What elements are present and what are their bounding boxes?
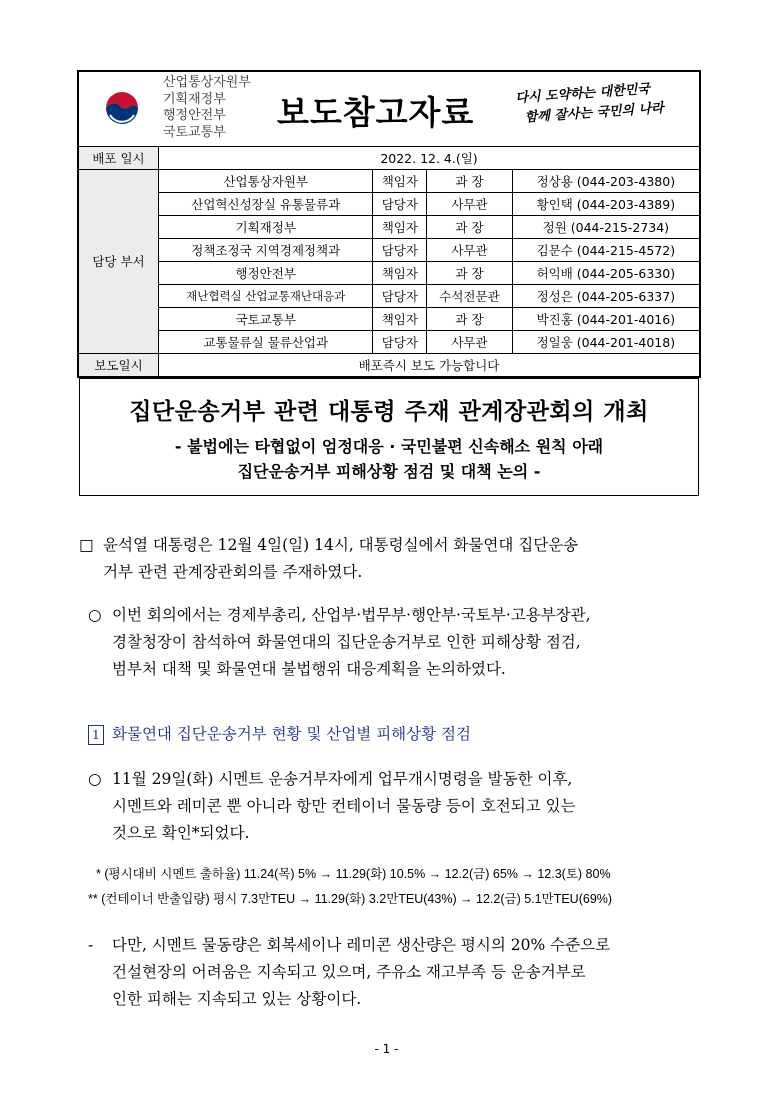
paragraph-line: 윤석열 대통령은 12월 4일(일) 14시, 대통령실에서 화물연대 집단운송 <box>103 536 579 554</box>
contact-title: 과 장 <box>427 170 512 193</box>
slogan-line: 함께 잘사는 국민의 나라 <box>524 100 665 126</box>
contact-name: 허익배 (044-205-6330) <box>512 262 699 285</box>
page-number: - 1 - <box>374 1042 399 1056</box>
section-number: 1 <box>88 725 104 745</box>
footnote: * (평시대비 시멘트 출하율) 11.24(목) 5% → 11.29(화) 10.5% → 12.2(금) 65% → 12.3(토) 80% <box>96 867 611 881</box>
section-title: 화물연대 집단운송거부 현황 및 산업별 피해상황 점검 <box>112 725 471 743</box>
subheadline-line: 집단운송거부 피해상황 점검 및 대책 논의 - <box>237 462 541 481</box>
dept-division: 재난협력실 산업교통재난대응과 <box>159 285 373 308</box>
paragraph-damage <box>88 932 700 1013</box>
report-value: 배포즉시 보도 가능합니다 <box>159 354 700 377</box>
subheadline <box>80 434 698 484</box>
press-header <box>77 70 701 378</box>
contact-title: 과 장 <box>427 216 512 239</box>
paragraph-summary <box>79 532 699 586</box>
document-type-title: 보도참고자료 <box>277 93 475 132</box>
contact-role: 담당자 <box>373 193 427 216</box>
dept-ministry: 기획재정부 <box>159 216 373 239</box>
dept-division: 정책조정국 지역경제정책과 <box>159 239 373 262</box>
table-row <box>79 262 699 285</box>
contact-name: 정성은 (044-205-6337) <box>512 285 699 308</box>
contact-table <box>79 147 699 376</box>
contact-name: 황인택 (044-203-4389) <box>512 193 699 216</box>
contact-title: 사무관 <box>427 331 512 354</box>
table-row <box>79 170 699 193</box>
contact-title: 과 장 <box>427 308 512 331</box>
footnotes <box>88 862 700 912</box>
contact-name: 김문수 (044-215-4572) <box>512 239 699 262</box>
ministry-name: 기획재정부 <box>163 91 226 107</box>
contact-role: 책임자 <box>373 170 427 193</box>
table-row <box>79 216 699 239</box>
government-emblem-icon <box>102 88 142 128</box>
table-row <box>79 331 699 354</box>
contact-role: 담당자 <box>373 331 427 354</box>
ministry-name: 산업통상자원부 <box>163 75 251 90</box>
contact-role: 책임자 <box>373 308 427 331</box>
contact-name: 박진홍 (044-201-4016) <box>512 308 699 331</box>
report-row <box>79 354 699 377</box>
release-row <box>79 147 699 170</box>
contact-name: 정상용 (044-203-4380) <box>512 170 699 193</box>
table-row <box>79 285 699 308</box>
section-heading <box>88 722 471 745</box>
dept-ministry: 국토교통부 <box>159 308 373 331</box>
dept-ministry: 행정안전부 <box>159 262 373 285</box>
paragraph-line: 것으로 확인*되었다. <box>112 824 250 842</box>
paragraph-line: 건설현장의 어려움은 지속되고 있으며, 주유소 재고부족 등 운송거부로 <box>112 963 586 981</box>
paragraph-line: 거부 관련 관계장관회의를 주재하였다. <box>103 563 363 581</box>
contact-name: 정일웅 (044-201-4018) <box>512 331 699 354</box>
dept-label <box>79 170 159 354</box>
dept-ministry: 산업통상자원부 <box>159 170 373 193</box>
dept-label-text: 담당 부서 <box>92 253 145 269</box>
circle-bullet-icon: ○ <box>88 606 102 624</box>
paragraph-attendees <box>88 602 700 683</box>
table-row <box>79 308 699 331</box>
report-label: 보도일시 <box>79 354 159 377</box>
contact-role: 책임자 <box>373 216 427 239</box>
dept-division: 교통물류실 물류산업과 <box>159 331 373 354</box>
ministry-list <box>163 75 251 141</box>
paragraph-line: 11월 29일(화) 시멘트 운송거부자에게 업무개시명령을 발동한 이후, <box>112 770 573 788</box>
footnote: ** (컨테이너 반출입량) 평시 7.3만TEU → 11.29(화) 3.2만TEU(43%) → 12.2(금) 5.1만TEU(69%) <box>88 892 613 906</box>
release-label: 배포 일시 <box>79 147 159 170</box>
table-row <box>79 239 699 262</box>
contact-role: 담당자 <box>373 239 427 262</box>
table-row <box>79 193 699 216</box>
dept-division: 산업혁신성장실 유통물류과 <box>159 193 373 216</box>
headline: 집단운송거부 관련 대통령 주재 관계장관회의 개최 <box>129 399 649 425</box>
contact-title: 과 장 <box>427 262 512 285</box>
contact-title: 수석전문관 <box>427 285 512 308</box>
paragraph-line: 범부처 대책 및 화물연대 불법행위 대응계획을 논의하였다. <box>112 660 506 678</box>
circle-bullet-icon: ○ <box>88 770 102 788</box>
contact-role: 담당자 <box>373 285 427 308</box>
paragraph-line: 인한 피해는 지속되고 있는 상황이다. <box>112 990 362 1008</box>
contact-role: 책임자 <box>373 262 427 285</box>
contact-name: 정원 (044-215-2734) <box>512 216 699 239</box>
headline-box <box>79 378 699 496</box>
paragraph-line: 경찰청장이 참석하여 화물연대의 집단운송거부로 인한 피해상황 점검, <box>112 633 581 651</box>
contact-title: 사무관 <box>427 239 512 262</box>
paragraph-line: 이번 회의에서는 경제부총리, 산업부·법무부·행안부·국토부·고용부장관, <box>112 606 591 624</box>
release-date: 2022. 12. 4.(일) <box>159 147 700 170</box>
paragraph-line: 다만, 시멘트 물동량은 회복세이나 레미콘 생산량은 평시의 20% 수준으로 <box>112 936 611 954</box>
dash-bullet-icon: - <box>88 936 94 954</box>
paragraph-status <box>88 766 700 847</box>
ministry-name: 국토교통부 <box>163 124 226 140</box>
slogan-line: 다시 도약하는 대한민국 <box>514 81 651 107</box>
header-banner <box>79 72 699 147</box>
subheadline-line: - 불법에는 타협없이 엄정대응 · 국민불편 신속해소 원칙 아래 <box>174 437 604 456</box>
contact-title: 사무관 <box>427 193 512 216</box>
paragraph-line: 시멘트와 레미콘 뿐 아니라 항만 컨테이너 물동량 등이 호전되고 있는 <box>112 797 576 815</box>
square-bullet-icon: □ <box>79 536 94 554</box>
government-slogan <box>515 79 665 129</box>
ministry-name: 행정안전부 <box>163 108 226 123</box>
